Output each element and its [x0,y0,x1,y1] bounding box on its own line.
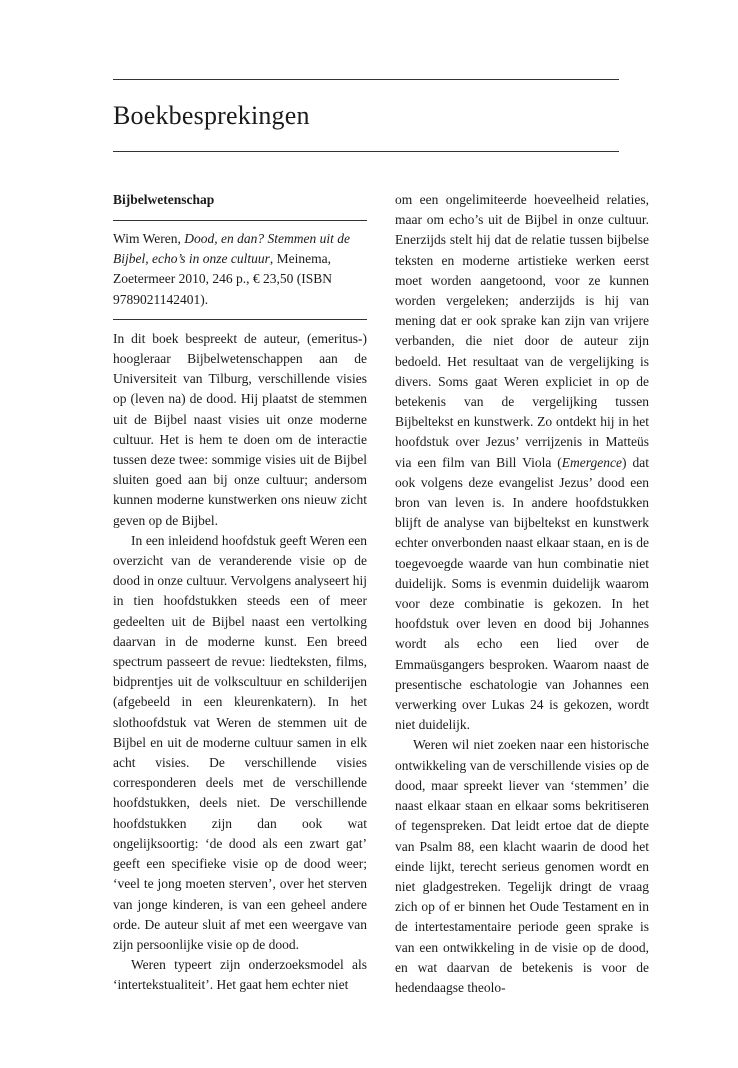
section-heading: Bijbelwetenschap [113,192,215,207]
left-paragraph-3: Weren typeert zijn onderzoeksmodel als ‘intertekstualiteit’. Het gaat hem echter niet [113,957,367,993]
reference-rule [113,319,367,320]
book-details: , Meinema, Zoetermeer 2010, 246 p., € 23,50 (ISBN 9789021142401). [113,251,332,307]
book-reference [113,229,367,310]
title-rule [113,151,619,152]
book-title: Dood, en dan? Stemmen uit de Bijbel, echo’s in onze cultuur [113,231,350,267]
page-title: Boekbesprekingen [113,101,310,130]
right-paragraph-2 [395,735,649,998]
right-paragraph-1-text-b: ) dat ook volgens deze evangelist Jezus’ dood een bron van leven is. In andere hoofdstukken blijft de analyse van bijbeltekst en kunstwerk echter onverbonden naast elkaar staan, en is de toegevoegde waarde van hun combinatie niet duidelijk. Soms is evenmin duidelijk waarom voor deze combinatie is gekozen. In het hoofdstuk over leven en dood bij Johannes wordt als echo een lied over de Emmaüsgangers besproken. Waarom naast de presentische eschatologie van Johannes een verwerking over Lukas 24 is gekozen, wordt niet duidelijk. [395,454,649,733]
left-paragraph-1: In dit boek bespreekt de auteur, (emeritus-) hoogleraar Bijbelwetenschappen aan de Universiteit van Tilburg, verschillende visies op (leven na) de dood. Hij plaatst de stemmen uit de Bijbel naast visies uit onze moderne cultuur. Het is hem te doen om de interactie tussen deze twee: sommige visies uit de Bijbel sluiten goed aan bij onze cultuur; andersom kunnen moderne kunstwerken ons nieuw zicht geven op de Bijbel. [113,330,367,528]
top-rule [113,79,619,80]
left-column [113,190,367,996]
left-paragraph-2: In een inleidend hoofdstuk geeft Weren een overzicht van de veranderende visie op de dood in onze cultuur. Vervolgens analyseert hij in tien hoofdstukken steeds een of meer gedeelten uit de Bijbel naast een vertolking daarvan in de moderne kunst. Een breed spectrum passeert de revue: liedteksten, films, bidprentjes uit de volkscultuur en schilderijen (afgebeeld in een kleurenkatern). In het slothoofdstuk vat Weren de stemmen uit de Bijbel en uit de moderne cultuur samen in elk acht visies. De verschillende visies corresponderen deels met de verschillende hoofdstukken, deels niet. De verschillende hoofdstukken zijn dan ook wat ongelijksoortig: ‘de dood als een zwart gat’ geeft een specifieke visie op de dood weer; ‘veel te jong moeten sterven’, over het sterven van jonge kinderen, is van een geheel andere orde. De auteur sluit af met een weergave van zijn persoonlijke visie op de dood. [113,532,367,952]
right-paragraph-1 [395,190,649,735]
book-author: Wim Weren, [113,231,185,246]
right-paragraph-1-text-a: om een ongelimiteerde hoeveelheid relaties, maar om echo’s uit de Bijbel in onze cultuur. Enerzijds stelt hij dat de relatie tussen bijbelse teksten en moderne artistieke werken eerst moet worden aangetoond, voor ze kunnen worden vergeleken; anderzijds is hij van mening dat er ook sprake kan zijn van vrijere verbanden, die niet door de auteur zijn bedoeld. Het resultaat van de vergelijking is divers. Soms gaat Weren expliciet in op de betekenis van de vergelijking tussen Bijbeltekst en kunstwerk. Zo ontdekt hij in het hoofdstuk over Jezus’ verrijzenis in Matteüs via een film van Bill Viola ( [395,192,649,470]
film-title: Emergence [561,454,623,470]
heading-rule [113,220,367,221]
right-paragraph-2-text: Weren wil niet zoeken naar een historische ontwikkeling van de verschillende visies op de dood, maar spreekt liever van ‘stemmen’ die naast elkaar staan en elkaar soms bekritiseren of tegenspreken. Dat leidt ertoe dat de diepte van Psalm 88, een klacht waarin de dood het einde lijkt, terecht serieus genomen wordt en niet gladgestreken. Tegelijk dringt de vraag zich op of er binnen het Oude Testament en in de intertestamentaire periode geen sprake is van een ontwikkeling in de visie op de dood, en wat daarvan de betekenis is voor de hedendaagse theolo- [395,737,649,995]
right-column [395,190,649,998]
